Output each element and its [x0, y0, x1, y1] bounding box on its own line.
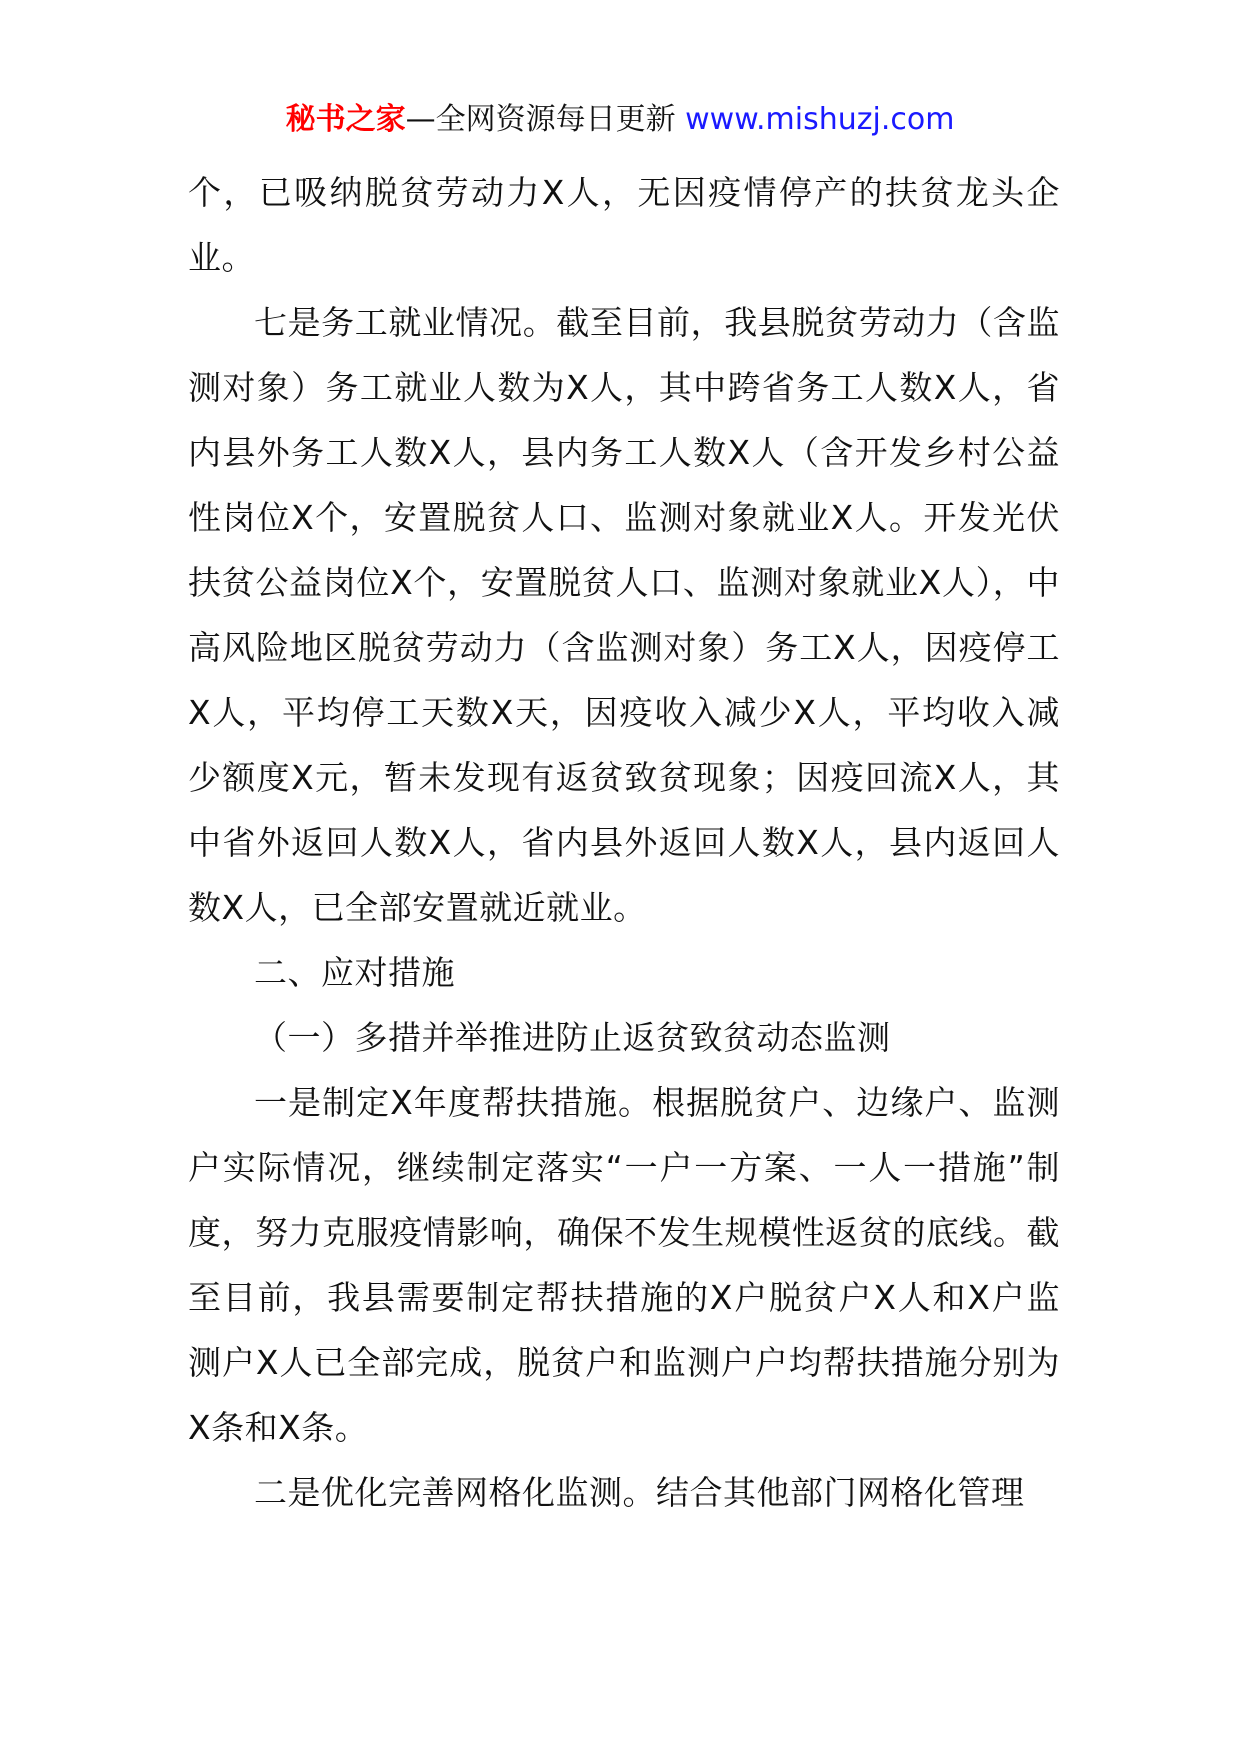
header-brand: 秘书之家 — [285, 102, 406, 137]
document-body — [188, 160, 1060, 1525]
paragraph-employment: 七是务工就业情况。截至目前，我县脱贫劳动力（含监测对象）务工就业人数为X人，其中跨省务工人数X人，省内县外务工人数X人，县内务工人数X人（含开发乡村公益性岗位X个，安置脱贫人口、监测对象就业X人。开发光伏扶贫公益岗位X个，安置脱贫人口、监测对象就业X人），中高风险地区脱贫劳动力（含监测对象）务工X人，因疫停工X人，平均停工天数X天，因疫收入减少X人，平均收入减少额度X元，暂未发现有返贫致贫现象；因疫回流X人，其中省外返回人数X人，省内县外返回人数X人，县内返回人数X人，已全部安置就近就业。 — [188, 303, 1060, 927]
section-heading: 二、应对措施 — [254, 953, 455, 992]
document-header — [0, 100, 1240, 140]
paragraph-grid-monitoring: 二是优化完善网格化监测。结合其他部门网格化管理 — [254, 1473, 1025, 1512]
paragraph-measures: 一是制定X年度帮扶措施。根据脱贫户、边缘户、监测户实际情况，继续制定落实“一户一方案、一人一措施”制度，努力克服疫情影响，确保不发生规模性返贫的底线。截至目前，我县需要制定帮扶措施的X户脱贫户X人和X户监测户X人已全部完成，脱贫户和监测户户均帮扶措施分别为X条和X条。 — [188, 1083, 1060, 1447]
header-slogan: —全网资源每日更新 — [405, 102, 676, 137]
header-url[interactable]: www.mishuzj.com — [685, 102, 955, 137]
subsection-heading: （一）多措并举推进防止返贫致贫动态监测 — [254, 1018, 891, 1057]
paragraph-continuation: 个，已吸纳脱贫劳动力X人，无因疫情停产的扶贫龙头企业。 — [188, 173, 1060, 277]
